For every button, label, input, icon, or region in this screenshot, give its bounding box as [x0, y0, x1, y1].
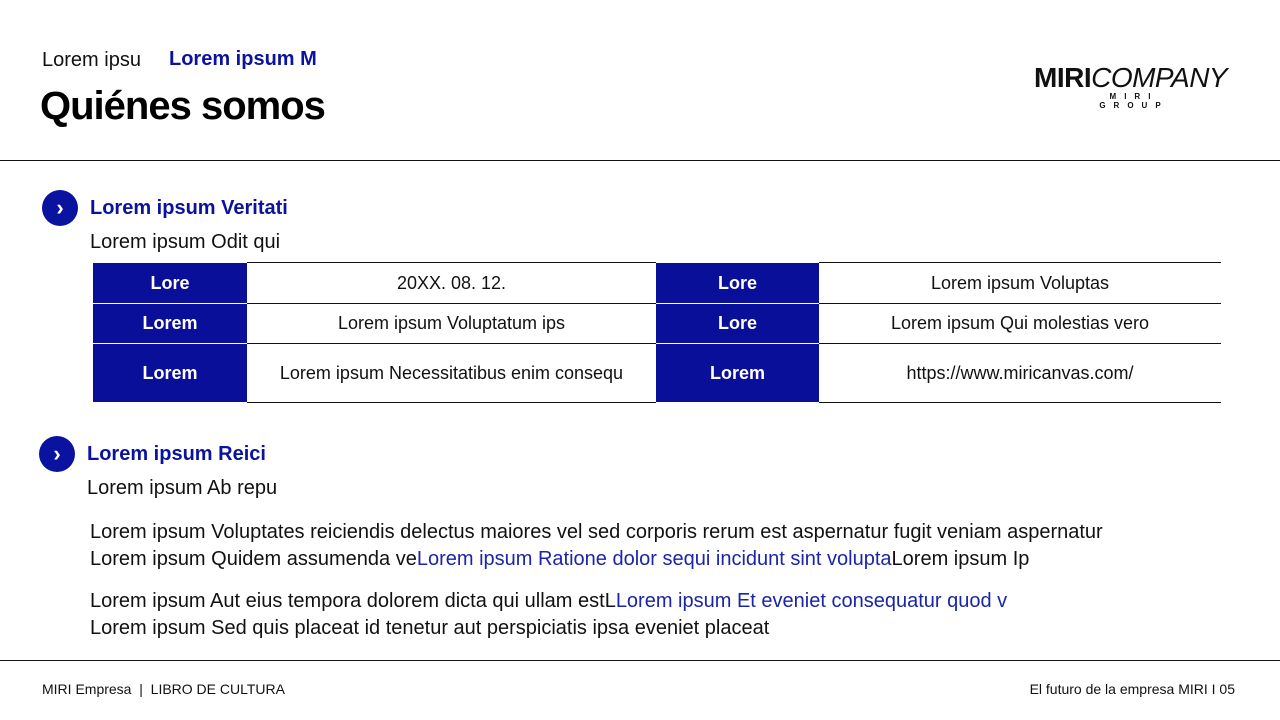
logo-text: COMPANY: [1091, 62, 1228, 93]
highlight-text: Lorem ipsum Et eveniet consequatur quod v: [615, 590, 1008, 612]
table-row: [93, 263, 1221, 304]
footer-left: MIRI Empresa | LIBRO DE CULTURA: [42, 681, 285, 697]
paragraph-line: Lorem ipsum Sed quis placeat id tenetur aut perspiciatis ipsa eveniet placeat: [90, 617, 770, 639]
table-cell: 20XX. 08. 12.: [247, 263, 656, 304]
breadcrumb-item-active[interactable]: Lorem ipsum M: [169, 48, 317, 70]
table-header-cell: Lore: [656, 263, 819, 304]
paragraph-text: Lorem ipsum Quidem assumenda ve: [90, 548, 417, 570]
logo-subtitle: MIRI GROUP: [1099, 92, 1169, 110]
table-cell: Lorem ipsum Voluptas: [819, 263, 1221, 304]
table-cell: Lorem ipsum Qui molestias vero: [819, 304, 1221, 344]
table-header-cell: Lorem: [93, 304, 247, 344]
section-subtitle: Lorem ipsum Ab repu: [87, 477, 278, 499]
page-title: Quiénes somos: [40, 84, 325, 128]
highlight-text: Lorem ipsum Ratione dolor sequi incidunt sint volupta: [416, 548, 892, 570]
paragraph-line: Lorem ipsum Voluptates reiciendis delectus maiores vel sed corporis rerum est aspernatur fugit veniam aspernatur: [90, 521, 1103, 543]
breadcrumb-item[interactable]: Lorem ipsu: [42, 49, 141, 71]
paragraph-text: Lorem ipsum Ip: [891, 548, 1030, 570]
footer-right: El futuro de la empresa MIRI I 05: [1029, 681, 1235, 697]
table-header-cell: Lore: [93, 263, 247, 304]
section-title: Lorem ipsum Reici: [87, 443, 266, 465]
section-subtitle: Lorem ipsum Odit qui: [90, 231, 281, 253]
chevron-right-icon: ›: [39, 436, 75, 472]
table-header-cell: Lore: [656, 304, 819, 344]
header-divider: [0, 160, 1280, 161]
logo-bold: MIRI: [1034, 62, 1092, 93]
table-cell: Lorem ipsum Necessitatibus enim consequ: [247, 344, 656, 403]
table-row: [93, 304, 1221, 344]
section-title: Lorem ipsum Veritati: [90, 197, 288, 219]
paragraph: [90, 588, 1007, 642]
paragraph: [90, 519, 1103, 573]
footer-divider: [0, 660, 1280, 661]
chevron-right-icon: ›: [42, 190, 78, 226]
table-cell: Lorem ipsum Voluptatum ips: [247, 304, 656, 344]
table-header-cell: Lorem: [93, 344, 247, 403]
info-table: [93, 262, 1221, 403]
table-row: [93, 344, 1221, 403]
paragraph-text: Lorem ipsum Aut eius tempora dolorem dicta qui ullam estL: [90, 590, 616, 612]
website-link[interactable]: https://www.miricanvas.com/: [819, 344, 1221, 403]
table-header-cell: Lorem: [656, 344, 819, 403]
company-logo: [1034, 62, 1239, 116]
